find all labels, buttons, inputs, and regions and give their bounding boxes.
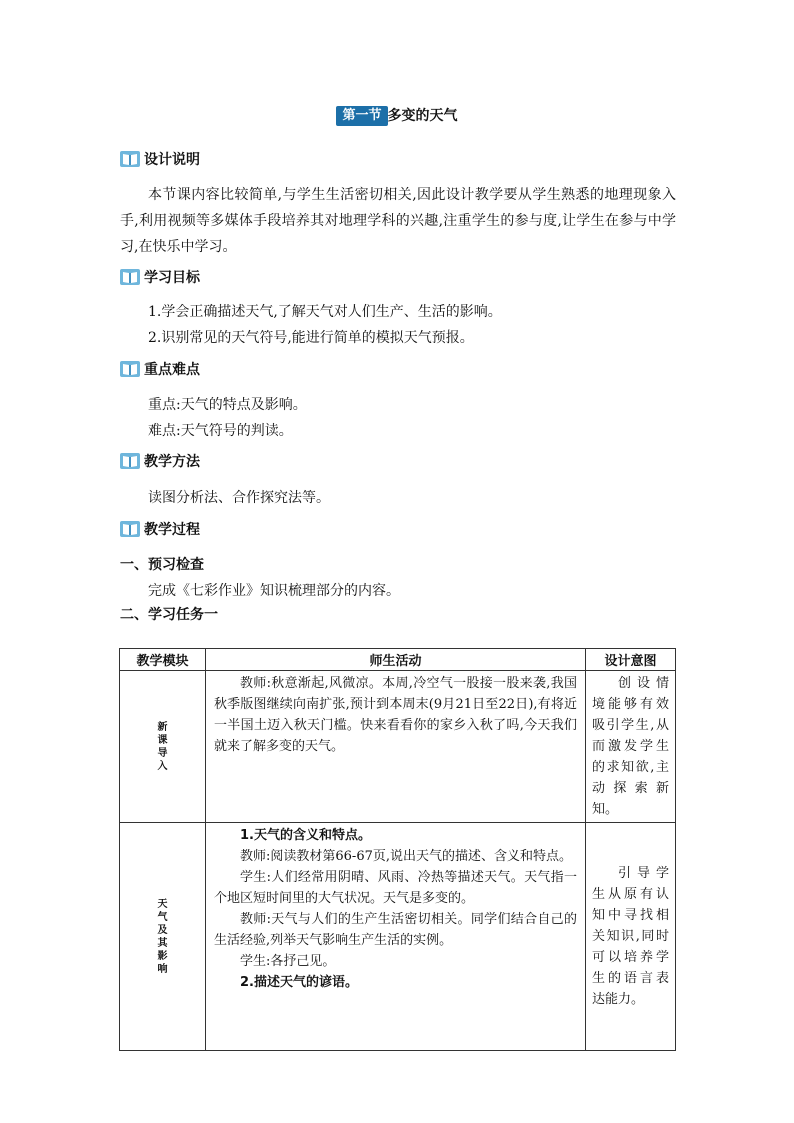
section-label: 教学方法 xyxy=(144,454,200,470)
table-row xyxy=(120,823,676,1051)
section-heading-process xyxy=(120,518,200,540)
module-label: 天气及其影响 xyxy=(157,898,168,975)
activity-paragraph: 学生:人们经常用阴晴、风雨、冷热等描述天气。天气指一个地区短时间里的大气状况。天气是多变的。 xyxy=(214,870,577,906)
step-heading: 一、预习检查 xyxy=(120,557,204,573)
step-heading: 二、学习任务一 xyxy=(120,607,218,623)
page-title xyxy=(0,106,794,126)
section-label: 教学过程 xyxy=(144,522,200,538)
section-label: 重点难点 xyxy=(144,362,200,378)
intent-cell: 引导学生从原有认知中寻找相关知识,同时可以培养学生的语言表达能力。 xyxy=(586,823,676,1051)
intent-cell: 创设情境能够有效吸引学生,从而激发学生的求知欲,主动探索新知。 xyxy=(586,671,676,823)
activity-cell xyxy=(206,671,586,823)
activity-paragraph: 学生:各抒己见。 xyxy=(240,954,336,969)
activity-subheading: 2.描述天气的谚语。 xyxy=(240,975,358,990)
book-icon xyxy=(120,360,140,378)
objective-item: 2.识别常见的天气符号,能进行简单的模拟天气预报。 xyxy=(148,330,474,346)
activity-paragraph: 教师:阅读教材第66-67页,说出天气的描述、含义和特点。 xyxy=(240,849,572,864)
design-note-text: 本节课内容比较简单,与学生生活密切相关,因此设计教学要从学生熟悉的地理现象入手,利用视频等多媒体手段培养其对地理学科的兴趣,注重学生的参与度,让学生在参与中学习,在快乐中学习。 xyxy=(120,187,676,255)
key-point-item: 难点:天气符号的判读。 xyxy=(148,423,293,439)
objective-item: 1.学会正确描述天气,了解天气对人们生产、生活的影响。 xyxy=(148,304,502,320)
activity-paragraph: 教师:天气与人们的生产生活密切相关。同学们结合自己的生活经验,列举天气影响生产生活的实例。 xyxy=(214,912,577,948)
table-header-cell: 设计意图 xyxy=(586,649,676,671)
section-label: 设计说明 xyxy=(144,152,200,168)
table-header-row xyxy=(120,649,676,671)
table-header-cell: 师生活动 xyxy=(206,649,586,671)
methods-text: 读图分析法、合作探究法等。 xyxy=(148,490,330,506)
book-icon xyxy=(120,452,140,470)
book-icon xyxy=(120,150,140,168)
lesson-title: 多变的天气 xyxy=(387,108,458,124)
activity-cell xyxy=(206,823,586,1051)
section-heading-objectives xyxy=(120,266,200,288)
book-icon xyxy=(120,520,140,538)
section-badge: 第一节 xyxy=(336,106,387,126)
section-heading-design-note xyxy=(120,148,200,170)
key-point-item: 重点:天气的特点及影响。 xyxy=(148,397,307,413)
section-heading-key-points xyxy=(120,358,200,380)
table-header-cell: 教学模块 xyxy=(120,649,206,671)
lesson-table xyxy=(119,648,676,1051)
table-row xyxy=(120,671,676,823)
step-text: 完成《七彩作业》知识梳理部分的内容。 xyxy=(148,583,400,599)
module-label: 新课导入 xyxy=(157,721,168,772)
section-label: 学习目标 xyxy=(144,270,200,286)
activity-paragraph: 教师:秋意渐起,风微凉。本周,冷空气一股接一股来袭,我国秋季版图继续向南扩张,预计到本周末(9月21日至22日),有将近一半国土迈入秋天门槛。快来看看你的家乡入秋了吗,今天我们就来了解多变的天气。 xyxy=(214,676,577,754)
module-cell xyxy=(120,671,206,823)
book-icon xyxy=(120,268,140,286)
section-heading-methods xyxy=(120,450,200,472)
module-cell xyxy=(120,823,206,1051)
activity-subheading: 1.天气的含义和特点。 xyxy=(240,828,371,843)
